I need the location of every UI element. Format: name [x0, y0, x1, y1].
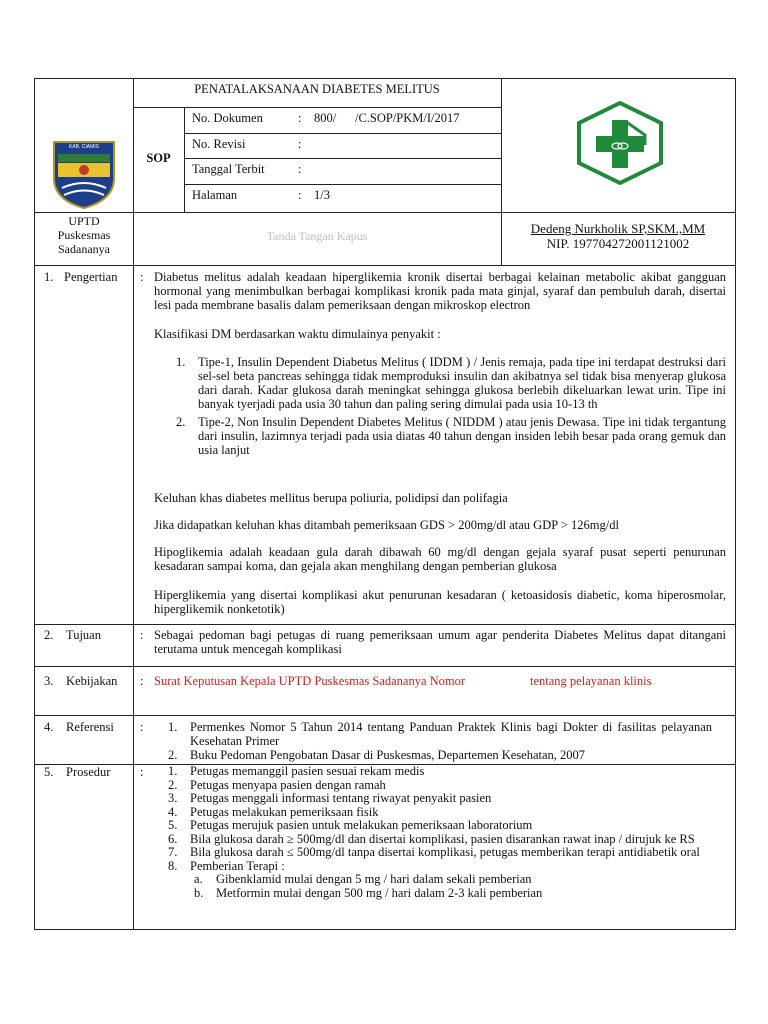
section-3-sep: :: [140, 674, 144, 688]
item-number: 6.: [168, 831, 178, 846]
field-no-revisi: [192, 137, 497, 151]
institution-name: [35, 214, 133, 256]
sub-list-item: [194, 887, 712, 901]
hiperglikemia-text: Hiperglikemia yang disertai komplikasi akut penurunan kesadaran ( ketoasidosis diabetic, koma hiperosmolar, hiperglikemik nonketotik): [154, 588, 726, 616]
field-sep: :: [298, 162, 302, 176]
puskesmas-cross-icon: [575, 101, 665, 185]
list-item: [168, 806, 712, 820]
kebijakan-text-a: Surat Keputusan Kepala UPTD Puskesmas Sadananya Nomor: [154, 674, 466, 688]
item-text: Petugas memanggil pasien sesuai rekam medis: [190, 764, 425, 778]
institution-line-1: UPTD: [68, 214, 100, 228]
section-number: 2.: [44, 628, 54, 642]
hipoglikemia-text: Hipoglikemia adalah keadaan gula darah dibawah 60 mg/dl dengan gejala syaraf pusat seperti penurunan kesadaran sampai koma, dan gejala akan menghilang dengan pemberian glukosa: [154, 545, 726, 573]
field-no-dokumen: [192, 111, 497, 125]
item-number: 8.: [168, 858, 178, 873]
field-label: Tanggal Terbit: [192, 162, 265, 176]
field-halaman: [192, 188, 497, 202]
section-5-heading: [44, 765, 132, 779]
field-tanggal-terbit: [192, 162, 497, 176]
section-1-sep: :: [140, 270, 144, 284]
item-text: Petugas menggali informasi tentang riwayat penyakit pasien: [190, 791, 492, 805]
item-number: 1.: [168, 720, 178, 734]
field-sep: :: [298, 137, 302, 151]
item-text: Tipe-2, Non Insulin Dependent Diabetes Melitus ( NIDDM ) atau jenis Dewasa. Tipe ini tidak tergantung dari insulin, lazimnya terjadi pada usia diatas 40 tahun dengan insiden lebih besar pada orang gemuk dan usia lanjut: [198, 415, 726, 457]
item-number: 2.: [176, 415, 186, 429]
item-number: 1.: [176, 355, 186, 369]
section-1-heading: [44, 270, 132, 284]
item-number: 2.: [168, 777, 178, 792]
referensi-list: [168, 720, 712, 762]
jika-text: Jika didapatkan keluhan khas ditambah pemeriksaan GDS > 200mg/dl atau GDP > 126mg/dl: [154, 518, 619, 532]
left-logo: [48, 138, 120, 210]
item-text: Petugas melakukan pemeriksaan fisik: [190, 804, 379, 819]
item-number: 4.: [168, 804, 178, 819]
list-item: [168, 833, 712, 847]
item-number: 2.: [168, 748, 178, 762]
list-item: [176, 415, 726, 457]
section-4-sep: :: [140, 720, 144, 734]
sop-label: SOP: [146, 151, 171, 165]
item-text: Tipe-1, Insulin Dependent Diabetus Melitus ( IDDM ) / Jenis remaja, pada tipe ini terdapat destruksi dari sel-sel beta pancreas sehingga tidak memproduksi insulin dan akibatnya sel tidak bisa menyerap glukosa dari darah. Kadar glukosa darah meningkat sehingga glukosa berlebih dikeluarkan lewat urin. Tipe ini banyak tyerjadi pada usia 30 tahun dan paling sering dimulai pada usia 10-13 th: [198, 355, 726, 411]
document-title: PENATALAKSANAAN DIABETES MELITUS: [194, 82, 440, 96]
left-logo-text: KAB. CIAMIS: [68, 144, 99, 150]
section-number: 5.: [44, 765, 54, 779]
section-label: Prosedur: [66, 765, 111, 779]
pengertian-intro: Diabetus melitus adalah keadaan hiperglikemia kronik disertai berbagai kelainan metabolic akibat gangguan hormonal yang menimbulkan berbagai komplikasi kronik pada mata ginjal, syaraf dan pembuluh darah, disertai lesi pada membrane basalis dalam pemeriksaan dengan mikroskop electron: [154, 270, 726, 312]
item-number: 7.: [168, 845, 178, 859]
right-logo: [575, 101, 665, 185]
item-number: b.: [194, 885, 204, 900]
field-label: Halaman: [192, 188, 238, 202]
sub-list-item: [194, 873, 712, 887]
list-item: [168, 748, 712, 762]
item-text: Gibenklamid mulai dengan 5 mg / hari dalam sekali pemberian: [216, 872, 532, 886]
item-text: Buku Pedoman Pengobatan Dasar di Puskesmas, Departemen Kesehatan, 2007: [190, 748, 586, 762]
field-value: 1/3: [314, 188, 330, 202]
field-sep: :: [298, 188, 302, 202]
field-label: No. Dokumen: [192, 111, 263, 125]
item-text: Petugas menyapa pasien dengan ramah: [190, 777, 386, 792]
head-name: Dedeng Nurkholik SP,SKM.,MM: [530, 221, 706, 236]
tujuan-text: Sebagai pedoman bagi petugas di ruang pemeriksaan umum agar penderita Diabetes Melitus dapat ditangani terutama untuk mencegah komplikasi: [154, 628, 726, 656]
klasifikasi-heading: Klasifikasi DM berdasarkan waktu dimulainya penyakit :: [154, 327, 441, 341]
item-number: 1.: [168, 764, 178, 778]
item-text: Bila glukosa darah ≤ 500mg/dl tanpa disertai komplikasi, petugas memberikan terapi antidiabetik oral: [190, 845, 700, 859]
section-label: Kebijakan: [66, 674, 118, 688]
section-label: Pengertian: [64, 270, 118, 284]
item-number: 3.: [168, 791, 178, 805]
item-text: Metformin mulai dengan 500 mg / hari dalam 2-3 kali pemberian: [216, 885, 543, 900]
signature-placeholder: Tanda Tangan Kapus: [266, 229, 368, 243]
list-item: [168, 860, 712, 874]
section-label: Tujuan: [66, 628, 101, 642]
section-number: 1.: [44, 270, 54, 284]
prosedur-list: [168, 765, 712, 900]
institution-line-3: Sadananya: [58, 242, 110, 256]
item-text: Pemberian Terapi :: [190, 858, 285, 873]
list-item: [168, 720, 712, 748]
dm-types-list: [176, 355, 726, 457]
kebijakan-text-b: tentang pelayanan klinis: [530, 674, 652, 688]
head-nip: NIP. 197704272001121002: [546, 236, 690, 251]
item-text: Petugas merujuk pasien untuk melakukan pemeriksaan laboratorium: [190, 818, 533, 832]
keluhan-text: Keluhan khas diabetes mellitus berupa poliuria, polidipsi dan polifagia: [154, 491, 508, 505]
field-value: 800/ /C.SOP/PKM/I/2017: [314, 111, 460, 125]
list-item: [168, 792, 712, 806]
institution-line-2: Puskesmas: [57, 228, 111, 242]
list-item: [168, 819, 712, 833]
field-label: No. Revisi: [192, 137, 246, 151]
list-item: [176, 355, 726, 411]
field-sep: :: [298, 111, 302, 125]
section-number: 3.: [44, 674, 54, 688]
item-text: Permenkes Nomor 5 Tahun 2014 tentang Panduan Praktek Klinis bagi Dokter di fasilitas pelayanan Kesehatan Primer: [190, 720, 712, 748]
item-number: 5.: [168, 818, 178, 832]
section-3-heading: [44, 674, 132, 688]
section-5-sep: :: [140, 765, 144, 779]
list-item: [168, 779, 712, 793]
section-2-sep: :: [140, 628, 144, 642]
item-number: a.: [194, 872, 203, 886]
section-4-heading: [44, 720, 132, 734]
item-text: Bila glukosa darah ≥ 500mg/dl dan disertai komplikasi, pasien disarankan rawat inap / dirujuk ke RS: [190, 831, 695, 846]
section-2-heading: [44, 628, 132, 642]
section-number: 4.: [44, 720, 54, 734]
list-item: [168, 765, 712, 779]
list-item: [168, 846, 712, 860]
section-label: Referensi: [66, 720, 114, 734]
